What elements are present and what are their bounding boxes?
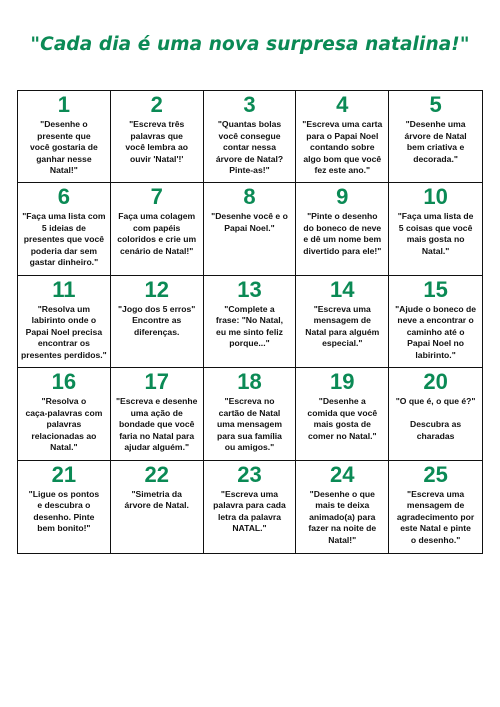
- day-activity-text: "Desenhe a comida que você mais gosta de comer no Natal.": [307, 396, 378, 441]
- day-number: 8: [243, 184, 256, 210]
- day-cell-5: [389, 91, 482, 183]
- day-number: 1: [57, 92, 71, 117]
- day-number: 5: [429, 92, 442, 117]
- day-activity-text: "Ajude o boneco de neve a encontrar o caminho até o Papai Noel no labirinto.": [395, 303, 477, 360]
- day-number: 2: [150, 92, 163, 117]
- day-cell-2: [111, 91, 204, 183]
- day-number: 16: [51, 369, 77, 395]
- day-number: 6: [57, 184, 71, 210]
- day-activity-text: "Escreva e desenhe uma ação de bondade que você faria no Natal para ajudar alguém.": [115, 396, 198, 453]
- day-cell-12: [111, 276, 204, 368]
- advent-calendar-grid: [17, 90, 483, 554]
- day-cell-14: [296, 276, 389, 368]
- day-activity-text: "Escreva no cartão de Natal uma mensagem para sua família ou amigos.": [217, 396, 282, 453]
- day-activity-text: "Desenhe uma árvore de Natal bem criativa e decorada.": [404, 119, 467, 164]
- day-number: 9: [336, 184, 349, 210]
- day-activity-text: "Desenhe o presente que você gostaria de ganhar nesse Natal!": [29, 119, 98, 175]
- day-number: 20: [423, 369, 448, 395]
- day-cell-10: [389, 183, 482, 275]
- day-activity-text: "Escreva uma palavra para cada letra da palavra NATAL.": [213, 488, 286, 534]
- day-number: 10: [423, 184, 448, 210]
- day-number: 15: [423, 276, 448, 302]
- day-activity-text: "Escreva uma carta para o Papai Noel contando sobre algo bom que você fez este ano.": [302, 119, 383, 175]
- day-activity-text: "Complete a frase: "No Natal, eu me sinto feliz porque...": [215, 303, 284, 349]
- day-activity-text: Faça uma colagem com papéis coloridos e crie um cenário de Natal!": [117, 211, 197, 256]
- day-activity-text: "Escreva uma mensagem de Natal para alguém especial.": [305, 303, 380, 349]
- day-number: 14: [330, 276, 355, 302]
- day-number: 7: [150, 184, 163, 210]
- day-number: 25: [423, 461, 448, 487]
- day-cell-17: [111, 368, 204, 460]
- day-number: 11: [52, 276, 76, 302]
- day-cell-8: [204, 183, 297, 275]
- day-activity-text: "O que é, o que é?" Descubra as charadas: [395, 396, 476, 441]
- day-cell-13: [204, 276, 297, 368]
- day-activity-text: "Jogo dos 5 erros" Encontre as diferenças.: [117, 303, 196, 337]
- day-cell-11: [18, 276, 111, 368]
- day-cell-16: [18, 368, 111, 460]
- day-cell-22: [111, 461, 204, 553]
- day-cell-20: [389, 368, 482, 460]
- day-number: 19: [330, 369, 355, 395]
- day-activity-text: "Simetria da árvore de Natal.: [124, 488, 189, 511]
- day-number: 3: [243, 92, 256, 117]
- day-number: 18: [237, 369, 262, 395]
- day-activity-text: "Resolva um labirinto onde o Papai Noel precisa encontrar os presentes perdidos.": [21, 303, 107, 360]
- day-activity-text: "Escreva três palavras que você lembra ao ouvir 'Natal'!': [125, 119, 188, 164]
- day-activity-text: "Faça uma lista com 5 ideias de presentes que você poderia dar sem gastar dinheiro.": [22, 211, 106, 268]
- page-title: "Cada dia é uma nova surpresa natalina!": [30, 34, 470, 55]
- day-activity-text: "Pinte o desenho do boneco de neve e dê um nome bem divertido para ele!": [303, 211, 382, 256]
- day-cell-25: [389, 461, 482, 553]
- day-activity-text: "Escreva uma mensagem de agradecimento por este Natal e pinte o desenho.": [396, 488, 475, 545]
- day-number: 21: [51, 461, 77, 487]
- day-number: 17: [144, 369, 169, 395]
- day-number: 4: [336, 92, 349, 117]
- day-cell-9: [296, 183, 389, 275]
- day-cell-4: [296, 91, 389, 183]
- day-cell-18: [204, 368, 297, 460]
- day-number: 12: [144, 276, 169, 302]
- day-activity-text: "Desenhe você e o Papai Noel.": [211, 211, 288, 233]
- day-activity-text: "Resolva o caça-palavras com palavras relacionadas ao Natal.": [25, 396, 103, 453]
- day-cell-3: [204, 91, 297, 183]
- day-number: 23: [237, 461, 262, 487]
- day-cell-19: [296, 368, 389, 460]
- day-activity-text: "Quantas bolas você consegue contar nessa árvore de Natal? Pinte-as!": [215, 119, 284, 175]
- day-cell-21: [18, 461, 111, 553]
- day-cell-1: [18, 91, 111, 183]
- day-cell-15: [389, 276, 482, 368]
- day-cell-24: [296, 461, 389, 553]
- day-number: 22: [144, 461, 169, 487]
- day-number: 24: [330, 461, 355, 487]
- day-activity-text: "Faça uma lista de 5 coisas que você mais gosta no Natal.": [397, 211, 474, 256]
- day-cell-7: [111, 183, 204, 275]
- day-number: 13: [237, 276, 262, 302]
- day-activity-text: "Ligue os pontos e descubra o desenho. Pinte bem bonito!": [28, 488, 100, 534]
- day-activity-text: "Desenhe o que mais te deixa animado(a) para fazer na noite de Natal!": [308, 488, 377, 545]
- day-cell-6: [18, 183, 111, 275]
- day-cell-23: [204, 461, 297, 553]
